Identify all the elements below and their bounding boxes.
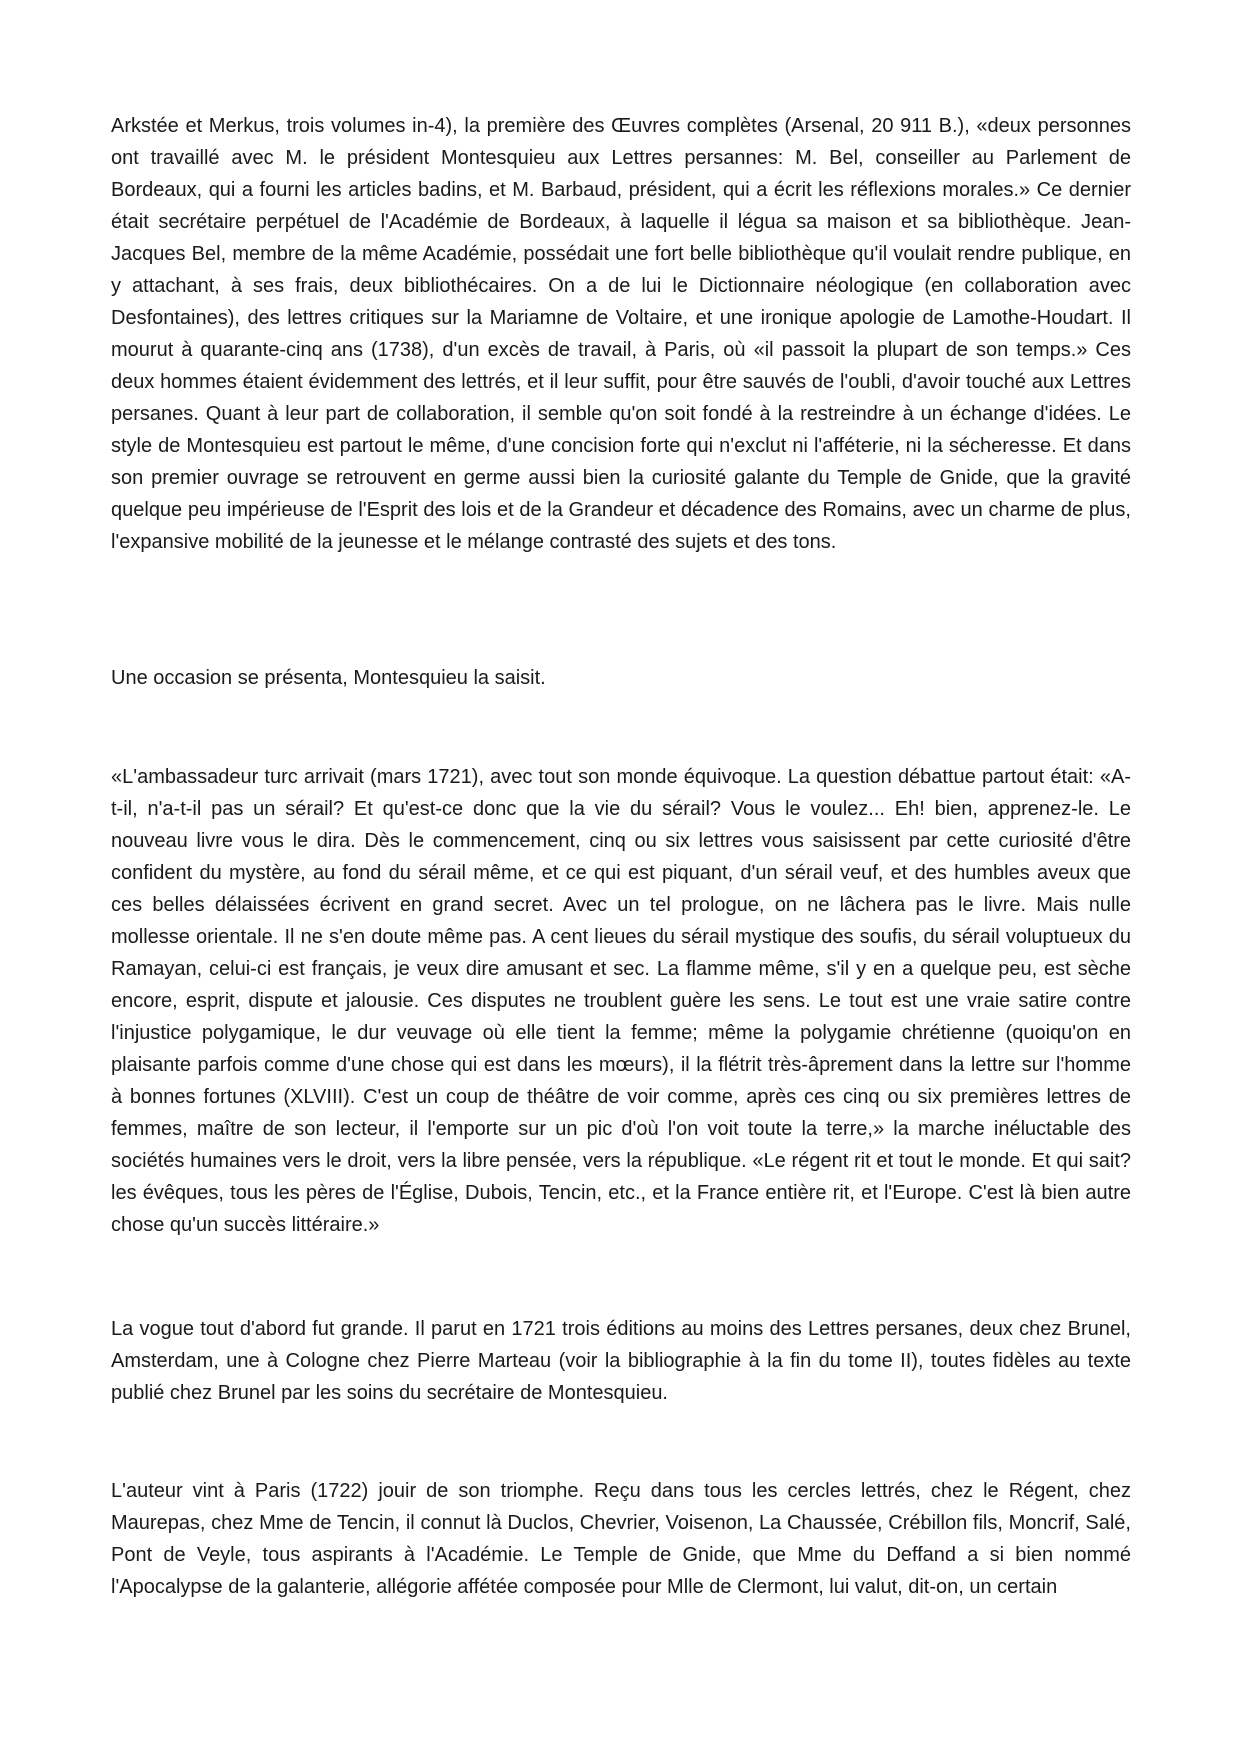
paragraph-occasion: Une occasion se présenta, Montesquieu la saisit. — [111, 667, 546, 689]
paragraph-collaborators: Arkstée et Merkus, trois volumes in-4), la première des Œuvres complètes (Arsenal, 20 911 B.), «deux personnes ont travaillé avec M. le président Montesquieu aux Lettres persannes: M. Bel, conseiller au Parlement de Bordeaux, qui a fourni les articles badins, et M. Barbaud, président, qui a écrit les réflexions morales.» Ce dernier était secrétaire perpétuel de l'Académie de Bordeaux, à laquelle il légua sa maison et sa bibliothèque. Jean-Jacques Bel, membre de la même Académie, possédait une fort belle bibliothèque qu'il voulait rendre publique, en y attachant, à ses frais, deux bibliothécaires. On a de lui le Dictionnaire néologique (en collaboration avec Desfontaines), des lettres critiques sur la Mariamne de Voltaire, et une ironique apologie de Lamothe-Houdart. Il mourut à quarante-cinq ans (1738), d'un excès de travail, à Paris, où «il passoit la plupart de son temps.» Ces deux hommes étaient évidemment des lettrés, et il leur suffit, pour être sauvés de l'oubli, d'avoir touché aux Lettres persanes. Quant à leur part de collaboration, il semble qu'on soit fondé à la restreindre à un échange d'idées. Le style de Montesquieu est partout le même, d'une concision forte qui n'exclut ni l'afféterie, ni la sécheresse. Et dans son premier ouvrage se retrouvent en germe aussi bien la curiosité galante du Temple de Gnide, que la gravité quelque peu impérieuse de l'Esprit des lois et de la Grandeur et décadence des Romains, avec un charme de plus, l'expansive mobilité de la jeunesse et le mélange contrasté des sujets et des tons. — [111, 115, 1131, 553]
paragraph-editions: La vogue tout d'abord fut grande. Il parut en 1721 trois éditions au moins des Lettres persanes, deux chez Brunel, Amsterdam, une à Cologne chez Pierre Marteau (voir la bibliographie à la fin du tome II), toutes fidèles au texte publié chez Brunel par les soins du secrétaire de Montesquieu. — [111, 1318, 1131, 1404]
paragraph-paris-triumph: L'auteur vint à Paris (1722) jouir de son triomphe. Reçu dans tous les cercles lettrés, chez le Régent, chez Maurepas, chez Mme de Tencin, il connut là Duclos, Chevrier, Voisenon, La Chaussée, Crébillon fils, Moncrif, Salé, Pont de Veyle, tous aspirants à l'Académie. Le Temple de Gnide, que Mme du Deffand a si bien nommé l'Apocalypse de la galanterie, allégorie affétée composée pour Mlle de Clermont, lui valut, dit-on, un certain — [111, 1480, 1131, 1598]
paragraph-ambassador-quote: «L'ambassadeur turc arrivait (mars 1721), avec tout son monde équivoque. La question débattue partout était: «A-t-il, n'a-t-il pas un sérail? Et qu'est-ce donc que la vie du sérail? Vous le voulez... Eh! bien, apprenez-le. Le nouveau livre vous le dira. Dès le commencement, cinq ou six lettres vous saisissent par cette curiosité d'être confident du mystère, au fond du sérail même, et ce qui est piquant, d'un sérail veuf, et des humbles aveux que ces belles délaissées écrivent en grand secret. Avec un tel prologue, on ne lâchera pas le livre. Mais nulle mollesse orientale. Il ne s'en doute même pas. A cent lieues du sérail mystique des soufis, du sérail voluptueux du Ramayan, celui-ci est français, je veux dire amusant et sec. La flamme même, s'il y en a quelque peu, est sèche encore, esprit, dispute et jalousie. Ces disputes ne troublent guère les sens. Le tout est une vraie satire contre l'injustice polygamique, le dur veuvage où elle tient la femme; même la polygamie chrétienne (quoiqu'on en plaisante parfois comme d'une chose qui est dans les mœurs), il la flétrit très-âprement dans la lettre sur l'homme à bonnes fortunes (XLVIII). C'est un coup de théâtre de voir comme, après ces cinq ou six premières lettres de femmes, maître de son lecteur, il l'emporte sur un pic d'où l'on voit toute la terre,» la marche inéluctable des sociétés humaines vers le droit, vers la libre pensée, vers la république. «Le régent rit et tout le monde. Et qui sait? les évêques, tous les pères de l'Église, Dubois, Tencin, etc., et la France entière rit, et l'Europe. C'est là bien autre chose qu'un succès littéraire.» — [111, 766, 1131, 1236]
